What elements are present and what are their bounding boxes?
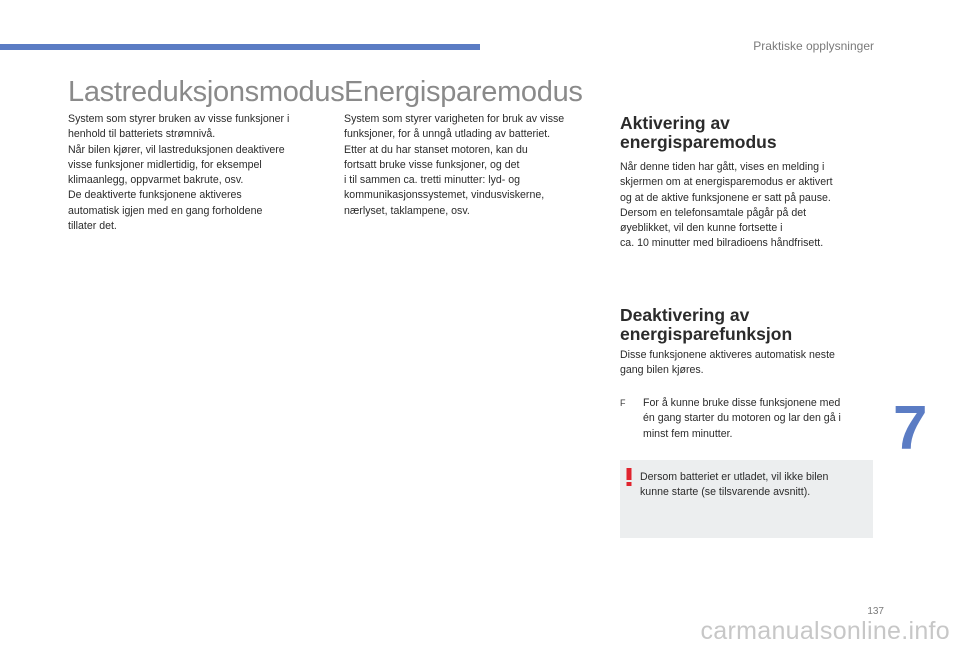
text-line: gang bilen kjøres. — [620, 364, 704, 377]
text-line: Dersom en telefonsamtale pågår på det — [620, 206, 807, 219]
text-line: System som styrer bruken av visse funksjoner i — [68, 113, 290, 125]
deactivation-heading — [620, 306, 792, 344]
text-line: automatisk igjen med en gang forholdene — [68, 204, 263, 217]
text-line: Når denne tiden har gått, vises en melding i — [620, 161, 825, 173]
activation-heading — [620, 114, 777, 152]
load-reduction-text — [68, 112, 333, 234]
text-line: Etter at du har stanset motoren, kan du — [344, 143, 528, 156]
text-line: klimaanlegg, oppvarmet bakrute, osv. — [68, 174, 244, 187]
text-line: og at de aktive funksjonene er satt på pause. — [620, 191, 831, 204]
text-line: Dersom batteriet er utladet, vil ikke bilen — [640, 471, 829, 483]
deactivation-text — [620, 348, 880, 379]
text-line: én gang starter du motoren og lar den gå i — [643, 412, 841, 425]
warning-box — [620, 460, 873, 538]
heading-line: Deaktivering av — [620, 305, 750, 325]
page-number: 137 — [867, 606, 884, 617]
text-line: Når bilen kjører, vil lastreduksjonen deaktivere — [68, 143, 285, 156]
text-line: For å kunne bruke disse funksjonene med — [643, 397, 841, 409]
text-line: System som styrer varigheten for bruk av visse — [344, 113, 565, 125]
top-accent-bar — [0, 44, 480, 50]
energy-saving-text — [344, 112, 609, 219]
text-line: visse funksjoner midlertidig, for eksempel — [68, 158, 262, 171]
heading-line: Aktivering av — [620, 113, 730, 133]
text-line: tillater det. — [68, 220, 117, 233]
text-line: skjermen om at energisparemodus er aktivert — [620, 176, 833, 189]
text-line: De deaktiverte funksjonene aktiveres — [68, 189, 242, 202]
heading-line: energisparemodus — [620, 132, 777, 152]
text-line: i til sammen ca. tretti minutter: lyd- og — [344, 174, 521, 187]
energy-saving-title: Energisparemodus — [344, 76, 583, 108]
text-line: ca. 10 minutter med bilradioens håndfrisett. — [620, 237, 824, 250]
text-line: Disse funksjonene aktiveres automatisk neste — [620, 349, 835, 361]
text-line: kunne starte (se tilsvarende avsnitt). — [640, 486, 811, 499]
load-reduction-title: Lastreduksjonsmodus — [68, 76, 345, 108]
text-line: funksjoner, for å unngå utlading av batteriet. — [344, 128, 551, 141]
warning-text — [640, 470, 862, 501]
chapter-number: 7 — [893, 394, 928, 463]
section-header: Praktiske opplysninger — [753, 39, 874, 53]
bullet-item — [620, 396, 870, 442]
text-line: øyeblikket, vil den kunne fortsette i — [620, 222, 783, 235]
bullet-text — [643, 396, 870, 442]
text-line: nærlyset, taklampene, osv. — [344, 204, 470, 217]
heading-line: energisparefunksjon — [620, 324, 793, 344]
text-line: kommunikasjonssystemet, vindusviskerne, — [344, 189, 545, 202]
text-line: fortsatt bruke visse funksjoner, og det — [344, 158, 520, 171]
warning-exclamation-icon — [626, 468, 632, 486]
bullet-marker-icon: F — [620, 398, 626, 408]
text-line: henhold til batteriets strømnivå. — [68, 128, 216, 141]
text-line: minst fem minutter. — [643, 427, 733, 440]
watermark: carmanualsonline.info — [700, 617, 950, 645]
activation-text — [620, 160, 880, 252]
